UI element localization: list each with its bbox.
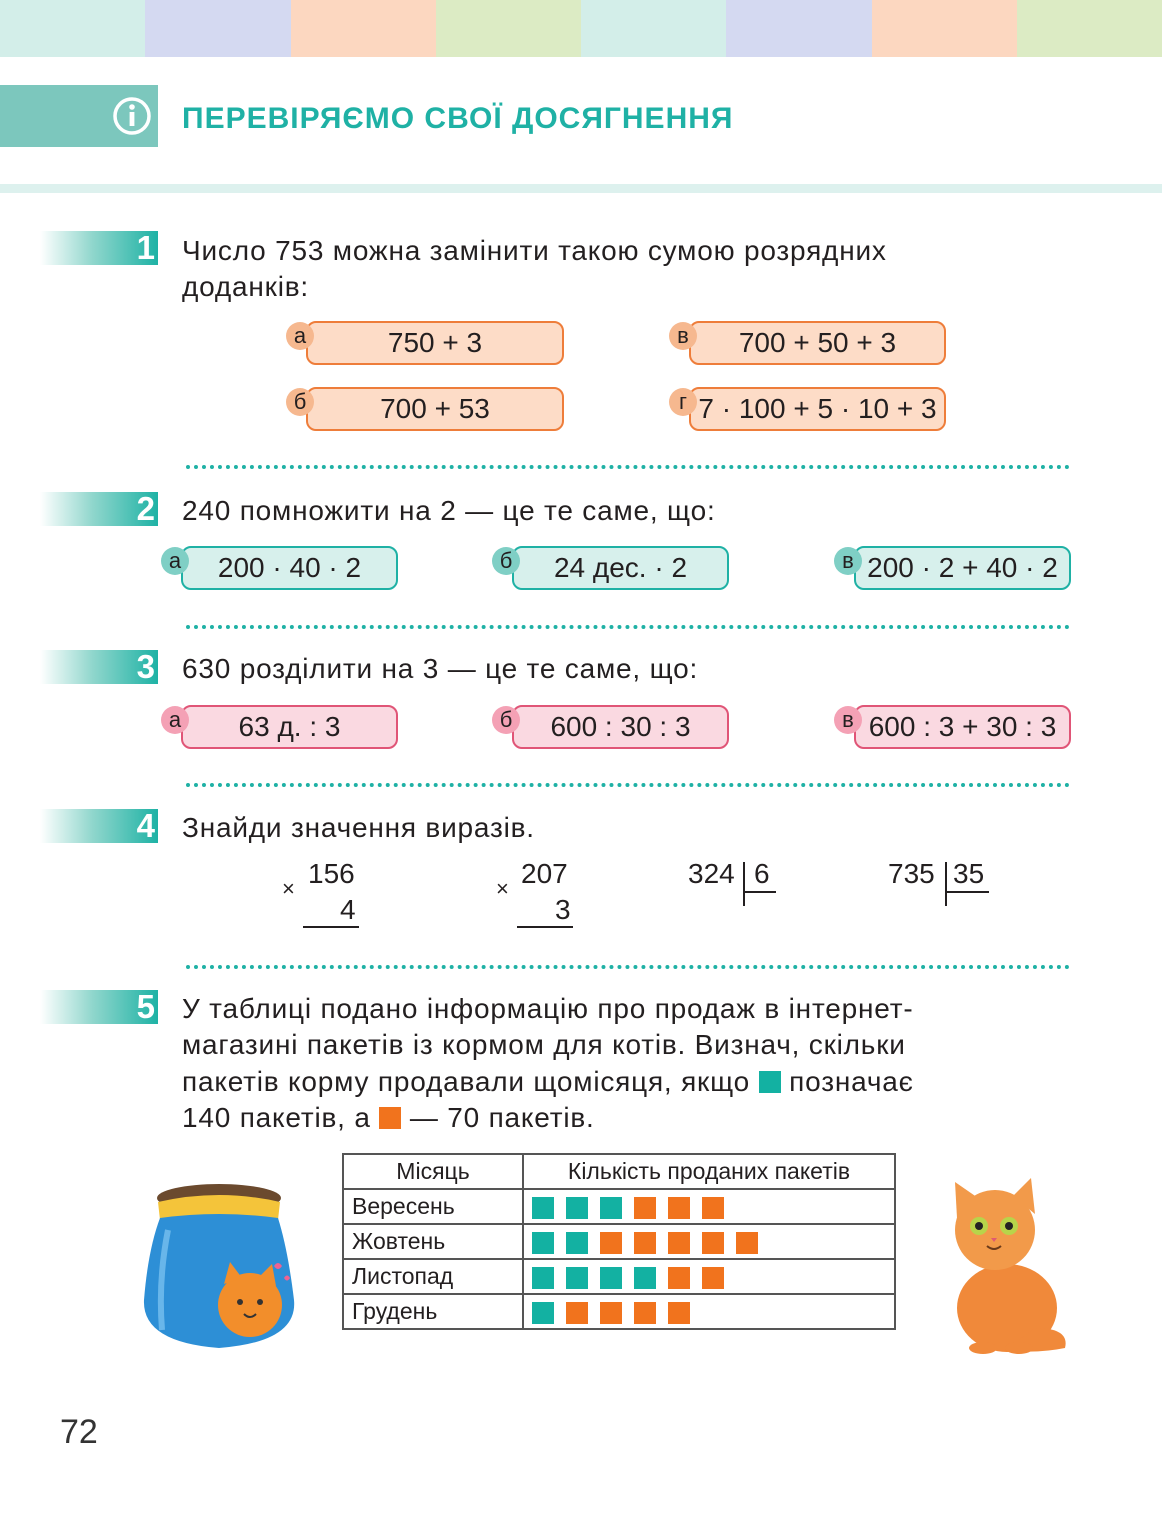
teal-square xyxy=(532,1267,554,1289)
table-header-row xyxy=(343,1154,895,1189)
division-underline xyxy=(745,891,776,893)
task-number: 4 xyxy=(136,807,155,844)
task-number-tab xyxy=(40,990,158,1024)
task-text: пакетів корму продавали щомісяця, якщо xyxy=(182,1066,750,1097)
task-number-tab xyxy=(40,231,158,265)
teal-square xyxy=(566,1197,588,1219)
teal-square-legend xyxy=(759,1071,781,1093)
table-row xyxy=(343,1224,895,1259)
orange-square-legend xyxy=(379,1107,401,1129)
cat-food-bag-illustration xyxy=(138,1180,300,1352)
orange-square xyxy=(566,1302,588,1324)
division-underline xyxy=(947,891,989,893)
teal-square xyxy=(600,1197,622,1219)
dividend: 735 xyxy=(888,858,935,889)
sales-table xyxy=(342,1153,896,1330)
option-text: 700 + 53 xyxy=(380,393,490,424)
option-text: 700 + 50 + 3 xyxy=(738,327,897,358)
task-text: магазині пакетів із кормом для котів. Визнач, скільки xyxy=(182,1029,906,1060)
orange-square xyxy=(668,1302,690,1324)
orange-square xyxy=(668,1197,690,1219)
orange-cat-illustration xyxy=(935,1178,1075,1356)
top-color-strip xyxy=(0,0,1162,57)
strip-segment xyxy=(726,0,871,57)
header-divider xyxy=(0,184,1162,193)
divisor: 6 xyxy=(754,858,770,889)
teal-square xyxy=(600,1267,622,1289)
option-box[interactable] xyxy=(689,321,946,365)
orange-square xyxy=(668,1267,690,1289)
option-label: б xyxy=(286,388,314,416)
strip-segment xyxy=(0,0,145,57)
option-text: 750 + 3 xyxy=(387,327,483,358)
task-number-tab xyxy=(40,650,158,684)
orange-square xyxy=(702,1232,724,1254)
multiplicand: 156 xyxy=(308,858,355,889)
info-icon xyxy=(112,96,152,136)
orange-square xyxy=(702,1267,724,1289)
task-text: Знайди значення виразів. xyxy=(182,812,535,843)
option-label: г xyxy=(669,388,697,416)
option-box[interactable] xyxy=(854,546,1071,590)
month-cell: Листопад xyxy=(343,1259,523,1294)
option-label: в xyxy=(834,547,862,575)
strip-segment xyxy=(291,0,436,57)
month-cell: Вересень xyxy=(343,1189,523,1224)
option-box[interactable] xyxy=(689,387,946,431)
section-title: ПЕРЕВІРЯЄМО СВОЇ ДОСЯГНЕННЯ xyxy=(182,102,734,135)
orange-square xyxy=(600,1302,622,1324)
dotted-divider xyxy=(186,965,1070,969)
month-cell: Жовтень xyxy=(343,1224,523,1259)
option-box[interactable] xyxy=(512,546,729,590)
option-box[interactable] xyxy=(181,705,398,749)
table-header-cell: Кількість проданих пакетів xyxy=(523,1154,895,1189)
strip-segment xyxy=(436,0,581,57)
squares-cell xyxy=(523,1189,895,1224)
teal-square xyxy=(532,1232,554,1254)
table-row xyxy=(343,1189,895,1224)
option-text: 7 · 100 + 5 · 10 + 3 xyxy=(698,393,937,424)
orange-square xyxy=(668,1232,690,1254)
month-cell: Грудень xyxy=(343,1294,523,1329)
teal-square xyxy=(566,1232,588,1254)
task-text: 630 розділити на 3 — це те саме, що: xyxy=(182,653,699,684)
multiplier: 3 xyxy=(555,894,571,925)
option-text: 600 : 30 : 3 xyxy=(550,711,691,742)
multiplier: 4 xyxy=(340,894,356,925)
option-text: 200 · 2 + 40 · 2 xyxy=(867,552,1058,583)
option-text: 24 дес. · 2 xyxy=(553,552,688,583)
multiply-sign: × xyxy=(282,876,295,901)
task-text: 140 пакетів, а xyxy=(182,1102,371,1133)
dividend: 324 xyxy=(688,858,735,889)
strip-segment xyxy=(145,0,290,57)
dotted-divider xyxy=(186,783,1070,787)
orange-square xyxy=(702,1197,724,1219)
task-number-tab xyxy=(40,492,158,526)
squares-cell xyxy=(523,1259,895,1294)
table-header-cell: Місяць xyxy=(343,1154,523,1189)
calculation-underline xyxy=(303,926,359,928)
task-text: 240 помножити на 2 — це те саме, що: xyxy=(182,495,716,526)
option-box[interactable] xyxy=(854,705,1071,749)
strip-segment xyxy=(581,0,726,57)
option-label: а xyxy=(161,547,189,575)
divisor: 35 xyxy=(953,858,985,889)
task-text-line xyxy=(182,1064,914,1100)
task-text: Число 753 можна замінити такою сумою розрядних xyxy=(182,235,887,266)
division-bar xyxy=(945,862,947,906)
task-number-tab xyxy=(40,809,158,843)
option-text: 600 : 3 + 30 : 3 xyxy=(868,711,1057,742)
option-box[interactable] xyxy=(512,705,729,749)
teal-square xyxy=(532,1302,554,1324)
task-number: 2 xyxy=(136,490,155,527)
option-label: в xyxy=(834,706,862,734)
dotted-divider xyxy=(186,465,1070,469)
task-number: 5 xyxy=(136,988,155,1025)
calculation-underline xyxy=(517,926,573,928)
dotted-divider xyxy=(186,625,1070,629)
orange-square xyxy=(736,1232,758,1254)
option-label: б xyxy=(492,706,520,734)
task-text: У таблиці подано інформацію про продаж в інтернет- xyxy=(182,993,914,1024)
page-number: 72 xyxy=(60,1413,98,1451)
task-text: позначає xyxy=(789,1066,914,1097)
orange-square xyxy=(634,1197,656,1219)
task-number: 3 xyxy=(136,648,155,685)
task-text: доданків: xyxy=(182,271,309,302)
option-box[interactable] xyxy=(306,321,564,365)
table-row xyxy=(343,1259,895,1294)
teal-square xyxy=(532,1197,554,1219)
division-bar xyxy=(743,862,745,906)
strip-segment xyxy=(872,0,1017,57)
option-label: а xyxy=(161,706,189,734)
option-box[interactable] xyxy=(306,387,564,431)
teal-square xyxy=(634,1267,656,1289)
orange-square xyxy=(634,1232,656,1254)
option-text: 63 д. : 3 xyxy=(238,711,341,742)
orange-square xyxy=(634,1302,656,1324)
task-number: 1 xyxy=(136,229,155,266)
squares-cell xyxy=(523,1294,895,1329)
option-label: а xyxy=(286,322,314,350)
multiply-sign: × xyxy=(496,876,509,901)
option-text: 200 · 40 · 2 xyxy=(217,552,362,583)
table-row xyxy=(343,1294,895,1329)
task-text: — 70 пакетів. xyxy=(409,1102,595,1133)
task-text-line xyxy=(182,1100,595,1136)
teal-square xyxy=(566,1267,588,1289)
orange-square xyxy=(600,1232,622,1254)
option-label: в xyxy=(669,322,697,350)
squares-cell xyxy=(523,1224,895,1259)
option-label: б xyxy=(492,547,520,575)
multiplicand: 207 xyxy=(521,858,568,889)
strip-segment xyxy=(1017,0,1162,57)
option-box[interactable] xyxy=(181,546,398,590)
